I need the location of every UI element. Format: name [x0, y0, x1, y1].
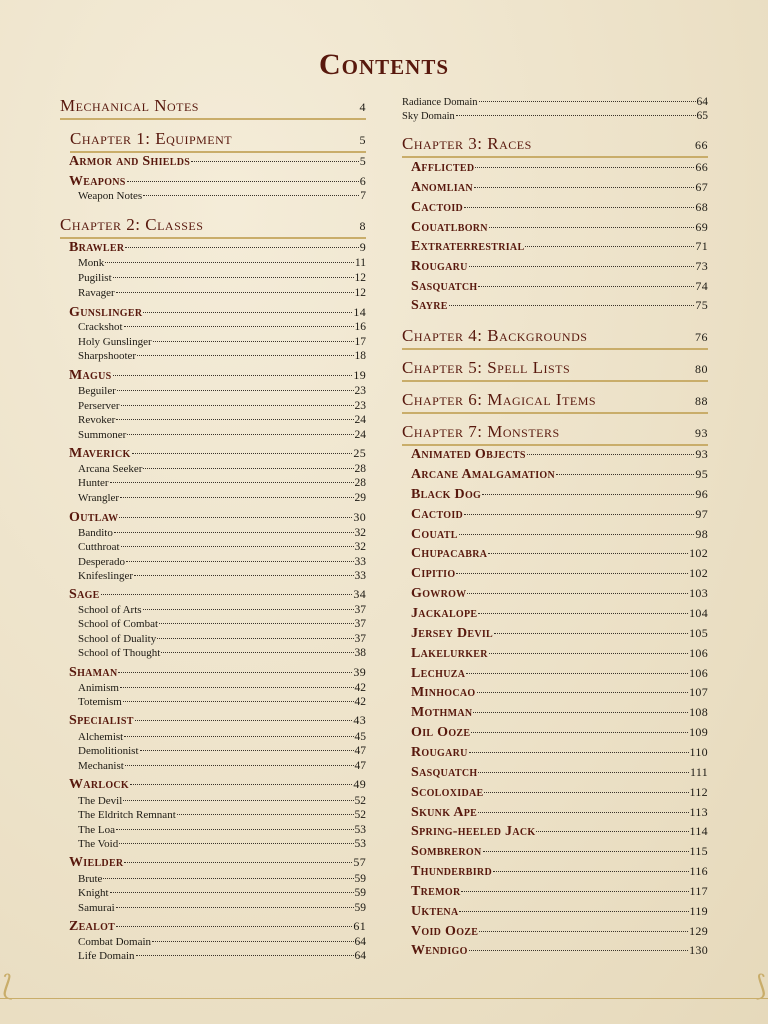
toc-entry-shaman[interactable]	[60, 665, 366, 681]
toc-entry-jackalope[interactable]	[402, 606, 708, 622]
toc-entry-sharpshooter[interactable]	[60, 350, 366, 362]
toc-entry-oil-ooze[interactable]	[402, 725, 708, 741]
toc-entry-anomlian[interactable]	[402, 180, 708, 196]
toc-entry-lechuza[interactable]	[402, 666, 708, 682]
toc-entry-sayre[interactable]	[402, 298, 708, 314]
entry-label: Chapter 4: Backgrounds	[402, 326, 588, 345]
toc-entry-arcana-seeker[interactable]	[60, 463, 366, 475]
toc-entry-afflicted[interactable]	[402, 160, 708, 176]
entry-page: 4	[359, 100, 366, 114]
toc-entry-void-ooze[interactable]	[402, 924, 708, 940]
entry-label: Combat Domain	[78, 936, 152, 948]
toc-entry-animism[interactable]	[60, 682, 366, 694]
entry-page: 7	[360, 190, 366, 202]
toc-entry-the-void[interactable]	[60, 838, 366, 850]
entry-label: Knight	[78, 887, 109, 899]
toc-entry-extraterrestrial[interactable]	[402, 239, 708, 255]
toc-entry-school-duality[interactable]	[60, 633, 366, 645]
toc-entry-rougaru[interactable]	[402, 259, 708, 275]
toc-entry-skunk-ape[interactable]	[402, 805, 708, 821]
toc-entry-thunderbird[interactable]	[402, 864, 708, 880]
entry-page: 66	[695, 138, 708, 152]
entry-label: Knifeslinger	[78, 570, 133, 582]
entry-page: 112	[689, 785, 708, 799]
toc-entry-pugilist[interactable]	[60, 272, 366, 284]
entry-page: 59	[354, 873, 366, 885]
entry-page: 14	[353, 305, 366, 319]
entry-page: 17	[354, 336, 366, 348]
entry-page: 28	[354, 463, 366, 475]
toc-entry-sky-domain[interactable]	[402, 110, 708, 122]
entry-label: Brawler	[69, 240, 125, 255]
toc-entry-hunter[interactable]	[60, 477, 366, 489]
toc-entry-crackshot[interactable]	[60, 321, 366, 333]
entry-label: Life Domain	[78, 950, 135, 962]
entry-page: 95	[695, 467, 708, 481]
entry-page: 114	[689, 824, 708, 838]
toc-entry-school-arts[interactable]	[60, 604, 366, 616]
entry-label: School of Combat	[78, 618, 159, 630]
toc-entry-black-dog[interactable]	[402, 487, 708, 503]
entry-label: Bandito	[78, 527, 113, 539]
toc-entry-minhocao[interactable]	[402, 685, 708, 701]
entry-page: 49	[353, 777, 366, 791]
toc-entry-lakelurker[interactable]	[402, 646, 708, 662]
entry-label: Tremor	[411, 884, 461, 899]
entry-label: Minhocao	[411, 685, 476, 700]
toc-entry-gowrow[interactable]	[402, 586, 708, 602]
toc-entry-jersey-devil[interactable]	[402, 626, 708, 642]
toc-entry-monk[interactable]	[60, 257, 366, 269]
entry-label: Perserver	[78, 400, 120, 412]
entry-label: Brute	[78, 873, 103, 885]
entry-label: Uktena	[411, 904, 459, 919]
toc-entry-wrangler[interactable]	[60, 492, 366, 504]
entry-label: Anomlian	[411, 180, 473, 195]
toc-entry-the-loa[interactable]	[60, 824, 366, 836]
entry-label: The Loa	[78, 824, 115, 836]
toc-entry-desperado[interactable]	[60, 556, 366, 568]
entry-page: 32	[354, 527, 366, 539]
toc-entry-chapter-6[interactable]	[402, 390, 708, 414]
toc-entry-holy-gunslinger[interactable]	[60, 336, 366, 348]
toc-entry-combat-domain[interactable]	[60, 936, 366, 948]
entry-page: 97	[695, 507, 708, 521]
entry-label: Sharpshooter	[78, 350, 137, 362]
entry-page: 53	[354, 838, 366, 850]
entry-label: Beguiler	[78, 385, 116, 397]
entry-label: School of Thought	[78, 647, 161, 659]
entry-page: 106	[689, 666, 708, 680]
entry-label: Mechanical Notes	[60, 96, 199, 115]
toc-entry-demolitionist[interactable]	[60, 745, 366, 757]
right-corner-ornament-icon: ⟆	[755, 969, 766, 1002]
entry-page: 18	[354, 350, 366, 362]
toc-entry-ravager[interactable]	[60, 287, 366, 299]
entry-label: Animism	[78, 682, 119, 694]
toc-entry-zealot[interactable]	[60, 919, 366, 935]
toc-entry-knifeslinger[interactable]	[60, 570, 366, 582]
entry-page: 33	[354, 570, 366, 582]
entry-page: 38	[354, 647, 366, 659]
toc-entry-arcane-amalgamation[interactable]	[402, 467, 708, 483]
toc-entry-mechanical-notes[interactable]	[60, 96, 366, 120]
entry-page: 45	[354, 731, 366, 743]
entry-label: Summoner	[78, 429, 127, 441]
entry-label: Rougaru	[411, 745, 468, 760]
entry-page: 64	[354, 950, 366, 962]
entry-page: 93	[695, 426, 708, 440]
toc-entry-armor[interactable]	[60, 154, 366, 170]
entry-label: Radiance Domain	[402, 97, 478, 108]
entry-label: Sky Domain	[402, 111, 455, 122]
toc-entry-gunslinger[interactable]	[60, 305, 366, 321]
entry-page: 23	[354, 385, 366, 397]
toc-entry-chapter-5[interactable]	[402, 358, 708, 382]
entry-label: Samurai	[78, 902, 115, 914]
entry-page: 73	[695, 259, 708, 273]
toc-entry-warlock[interactable]	[60, 777, 366, 793]
toc-entry-eldritch-remnant[interactable]	[60, 809, 366, 821]
entry-label: Sasquatch	[411, 279, 478, 294]
toc-entry-spring-heeled-jack[interactable]	[402, 824, 708, 840]
toc-entry-wielder[interactable]	[60, 855, 366, 871]
entry-page: 102	[689, 546, 708, 560]
entry-page: 67	[695, 180, 708, 194]
entry-label: School of Arts	[78, 604, 142, 616]
entry-page: 9	[359, 240, 366, 254]
entry-label: Maverick	[69, 446, 131, 461]
entry-label: Totemism	[78, 696, 122, 708]
entry-page: 5	[359, 154, 366, 168]
toc-entry-chapter-1[interactable]	[70, 129, 366, 153]
entry-page: 80	[695, 362, 708, 376]
entry-page: 43	[353, 713, 366, 727]
entry-page: 108	[689, 705, 708, 719]
entry-page: 47	[354, 760, 366, 772]
entry-page: 71	[695, 239, 708, 253]
entry-page: 25	[353, 446, 366, 460]
entry-label: Hunter	[78, 477, 109, 489]
toc-entry-samurai[interactable]	[60, 902, 366, 914]
toc-entry-mothman[interactable]	[402, 705, 708, 721]
entry-label: Couatlborn	[411, 220, 488, 235]
entry-label: Jackalope	[411, 606, 478, 621]
toc-entry-school-combat[interactable]	[60, 618, 366, 630]
toc-entry-chapter-3[interactable]	[402, 134, 708, 158]
entry-label: Sasquatch	[411, 765, 478, 780]
entry-label: Revoker	[78, 414, 116, 426]
toc-entry-couatl[interactable]	[402, 527, 708, 543]
entry-label: Cipitio	[411, 566, 456, 581]
toc-entry-magus[interactable]	[60, 368, 366, 384]
toc-entry-scoloxidae[interactable]	[402, 785, 708, 801]
entry-page: 19	[353, 368, 366, 382]
toc-entry-tremor[interactable]	[402, 884, 708, 900]
entry-label: Outlaw	[69, 510, 119, 525]
entry-label: Scoloxidae	[411, 785, 484, 800]
entry-page: 129	[689, 924, 708, 938]
toc-entry-monster-cactoid[interactable]	[402, 507, 708, 523]
entry-page: 96	[695, 487, 708, 501]
entry-label: Zealot	[69, 919, 116, 934]
entry-page: 6	[359, 174, 366, 188]
entry-label: Chapter 3: Races	[402, 134, 532, 153]
entry-label: Holy Gunslinger	[78, 336, 152, 348]
toc-entry-beguiler[interactable]	[60, 385, 366, 397]
entry-page: 59	[354, 902, 366, 914]
entry-label: Wendigo	[411, 943, 468, 958]
toc-entry-uktena[interactable]	[402, 904, 708, 920]
entry-label: Chupacabra	[411, 546, 488, 561]
entry-label: Gunslinger	[69, 305, 143, 320]
entry-label: Oil Ooze	[411, 725, 471, 740]
entry-label: Weapons	[69, 174, 126, 189]
entry-label: Cutthroat	[78, 541, 120, 553]
entry-label: Demolitionist	[78, 745, 139, 757]
entry-label: Chapter 1: Equipment	[70, 129, 233, 148]
entry-page: 106	[689, 646, 708, 660]
entry-label: Couatl	[411, 527, 458, 542]
entry-page: 29	[354, 492, 366, 504]
entry-page: 119	[689, 904, 708, 918]
entry-page: 30	[353, 510, 366, 524]
toc-entry-outlaw[interactable]	[60, 510, 366, 526]
entry-label: Skunk Ape	[411, 805, 478, 820]
entry-page: 115	[689, 844, 708, 858]
entry-page: 37	[354, 604, 366, 616]
toc-entry-sasquatch[interactable]	[402, 279, 708, 295]
entry-page: 16	[354, 321, 366, 333]
toc-entry-cactoid[interactable]	[402, 200, 708, 216]
toc-entry-specialist[interactable]	[60, 713, 366, 729]
toc-entry-animated-objects[interactable]	[402, 447, 708, 463]
entry-label: Black Dog	[411, 487, 482, 502]
entry-page: 59	[354, 887, 366, 899]
toc-entry-knight[interactable]	[60, 887, 366, 899]
entry-page: 5	[359, 133, 366, 147]
toc-entry-wendigo[interactable]	[402, 943, 708, 959]
toc-entry-mechanist[interactable]	[60, 760, 366, 772]
entry-label: Arcane Amalgamation	[411, 467, 556, 482]
toc-entry-revoker[interactable]	[60, 414, 366, 426]
entry-label: Jersey Devil	[411, 626, 494, 641]
entry-label: Monk	[78, 257, 105, 269]
entry-label: Arcana Seeker	[78, 463, 143, 475]
entry-label: Sombreron	[411, 844, 482, 859]
entry-page: 75	[695, 298, 708, 312]
entry-label: Chapter 6: Magical Items	[402, 390, 597, 409]
toc-entry-sombreron[interactable]	[402, 844, 708, 860]
entry-page: 52	[354, 795, 366, 807]
entry-page: 74	[695, 279, 708, 293]
toc-entry-weapon-notes[interactable]	[60, 190, 366, 202]
entry-label: Animated Objects	[411, 447, 526, 462]
entry-label: Lakelurker	[411, 646, 488, 661]
entry-label: The Devil	[78, 795, 123, 807]
entry-page: 98	[695, 527, 708, 541]
entry-page: 37	[354, 618, 366, 630]
entry-label: Gowrow	[411, 586, 467, 601]
entry-page: 47	[354, 745, 366, 757]
entry-page: 113	[689, 805, 708, 819]
entry-label: Ravager	[78, 287, 115, 299]
entry-page: 65	[696, 110, 708, 122]
entry-label: Armor and Shields	[69, 154, 191, 169]
toc-entry-weapons[interactable]	[60, 174, 366, 190]
entry-page: 69	[695, 220, 708, 234]
entry-label: School of Duality	[78, 633, 157, 645]
toc-entry-monster-sasquatch[interactable]	[402, 765, 708, 781]
toc-entry-chapter-2[interactable]	[60, 215, 366, 239]
entry-page: 52	[354, 809, 366, 821]
toc-entry-summoner[interactable]	[60, 429, 366, 441]
entry-page: 24	[354, 429, 366, 441]
entry-label: Desperado	[78, 556, 126, 568]
entry-label: Sage	[69, 587, 100, 602]
toc-entry-the-devil[interactable]	[60, 795, 366, 807]
entry-label: Crackshot	[78, 321, 123, 333]
toc-entry-cipitio[interactable]	[402, 566, 708, 582]
entry-label: Lechuza	[411, 666, 466, 681]
toc-entry-chapter-7[interactable]	[402, 422, 708, 446]
entry-page: 68	[695, 200, 708, 214]
entry-page: 8	[359, 219, 366, 233]
entry-label: Sayre	[411, 298, 448, 313]
entry-label: Spring-heeled Jack	[411, 824, 536, 839]
entry-page: 88	[695, 394, 708, 408]
entry-page: 66	[695, 160, 708, 174]
entry-page: 130	[689, 943, 708, 957]
entry-label: Cactoid	[411, 200, 464, 215]
entry-page: 11	[354, 257, 366, 269]
entry-page: 117	[689, 884, 708, 898]
entry-page: 105	[689, 626, 708, 640]
entry-page: 28	[354, 477, 366, 489]
toc-entry-chapter-4[interactable]	[402, 326, 708, 350]
toc-entry-bandito[interactable]	[60, 527, 366, 539]
entry-label: Shaman	[69, 665, 118, 680]
toc-entry-brawler[interactable]	[60, 240, 366, 256]
entry-label: Warlock	[69, 777, 129, 792]
entry-page: 64	[696, 96, 708, 108]
toc-entry-cutthroat[interactable]	[60, 541, 366, 553]
entry-page: 102	[689, 566, 708, 580]
entry-label: Chapter 7: Monsters	[402, 422, 560, 441]
entry-label: Chapter 5: Spell Lists	[402, 358, 571, 377]
entry-page: 76	[695, 330, 708, 344]
toc-entry-maverick[interactable]	[60, 446, 366, 462]
entry-page: 109	[689, 725, 708, 739]
entry-label: Pugilist	[78, 272, 112, 284]
toc-entry-radiance-domain[interactable]	[402, 96, 708, 108]
entry-page: 39	[353, 665, 366, 679]
entry-page: 42	[354, 696, 366, 708]
page-title: Contents	[318, 48, 450, 81]
entry-label: Magus	[69, 368, 112, 383]
entry-page: 93	[695, 447, 708, 461]
entry-page: 12	[354, 287, 366, 299]
toc-entry-perserver[interactable]	[60, 400, 366, 412]
entry-label: The Void	[78, 838, 119, 850]
entry-label: Wrangler	[78, 492, 120, 504]
entry-label: Mechanist	[78, 760, 124, 772]
entry-page: 23	[354, 400, 366, 412]
entry-label: Afflicted	[411, 160, 475, 175]
entry-page: 33	[354, 556, 366, 568]
entry-label: Chapter 2: Classes	[60, 215, 204, 234]
entry-page: 111	[689, 765, 708, 779]
entry-label: Mothman	[411, 705, 473, 720]
entry-label: Specialist	[69, 713, 134, 728]
footer-divider	[0, 998, 768, 999]
toc-entry-sage[interactable]	[60, 587, 366, 603]
toc-entry-chupacabra[interactable]	[402, 546, 708, 562]
entry-page: 12	[354, 272, 366, 284]
entry-page: 61	[353, 919, 366, 933]
entry-page: 53	[354, 824, 366, 836]
entry-page: 24	[354, 414, 366, 426]
entry-page: 34	[353, 587, 366, 601]
entry-label: Alchemist	[78, 731, 124, 743]
entry-page: 37	[354, 633, 366, 645]
entry-label: Cactoid	[411, 507, 464, 522]
toc-entry-life-domain[interactable]	[60, 950, 366, 962]
left-corner-ornament-icon: ⟅	[2, 969, 13, 1002]
entry-label: Void Ooze	[411, 924, 479, 939]
entry-page: 110	[689, 745, 708, 759]
entry-page: 104	[689, 606, 708, 620]
entry-page: 64	[354, 936, 366, 948]
toc-entry-school-thought[interactable]	[60, 647, 366, 659]
toc-entry-couatlborn[interactable]	[402, 220, 708, 236]
entry-page: 107	[689, 685, 708, 699]
entry-label: The Eldritch Remnant	[78, 809, 176, 821]
toc-entry-brute[interactable]	[60, 873, 366, 885]
toc-entry-monster-rougaru[interactable]	[402, 745, 708, 761]
toc-entry-totemism[interactable]	[60, 696, 366, 708]
toc-entry-alchemist[interactable]	[60, 731, 366, 743]
entry-page: 103	[689, 586, 708, 600]
entry-page: 32	[354, 541, 366, 553]
entry-label: Extraterrestrial	[411, 239, 525, 254]
entry-page: 42	[354, 682, 366, 694]
entry-label: Thunderbird	[411, 864, 492, 879]
entry-page: 57	[353, 855, 366, 869]
entry-label: Rougaru	[411, 259, 468, 274]
entry-label: Wielder	[69, 855, 124, 870]
entry-label: Weapon Notes	[78, 190, 143, 202]
entry-page: 116	[689, 864, 708, 878]
